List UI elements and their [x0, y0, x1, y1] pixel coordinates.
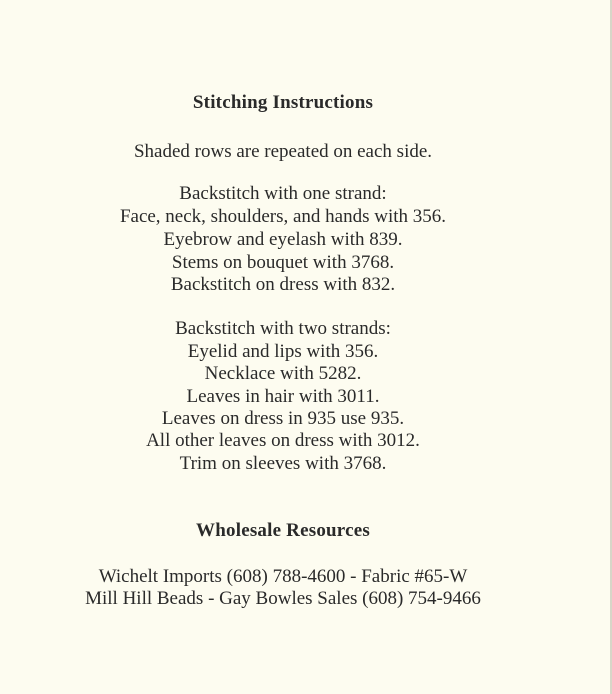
two-strands-item: Trim on sleeves with 3768. [179, 453, 387, 474]
two-strands-item: Necklace with 5282. [204, 363, 362, 384]
wholesale-line: Wichelt Imports (608) 788-4600 - Fabric #65-W [98, 566, 468, 587]
one-strand-header: Backstitch with one strand: [179, 183, 387, 204]
two-strands-item: All other leaves on dress with 3012. [146, 430, 420, 451]
one-strand-item: Eyebrow and eyelash with 839. [163, 229, 403, 250]
two-strands-item: Leaves in hair with 3011. [186, 386, 380, 407]
one-strand-item: Backstitch on dress with 832. [170, 274, 396, 295]
wholesale-resources-title: Wholesale Resources [196, 520, 370, 541]
one-strand-item: Stems on bouquet with 3768. [171, 252, 395, 273]
stitching-instructions-title: Stitching Instructions [192, 92, 374, 113]
two-strands-header: Backstitch with two strands: [175, 318, 391, 339]
two-strands-item: Leaves on dress in 935 use 935. [161, 408, 405, 429]
one-strand-item: Face, neck, shoulders, and hands with 356. [119, 206, 447, 227]
wholesale-line: Mill Hill Beads - Gay Bowles Sales (608) 754-9466 [85, 588, 481, 609]
two-strands-item: Eyelid and lips with 356. [187, 341, 379, 362]
shaded-rows-note: Shaded rows are repeated on each side. [133, 141, 433, 162]
